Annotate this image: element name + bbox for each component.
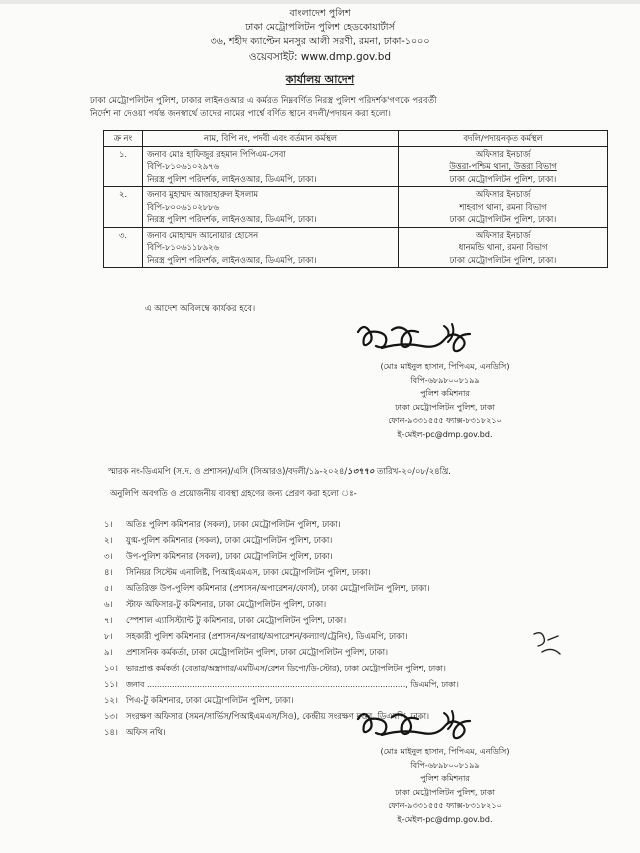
item-text: স্পেশাল এ্যাসিস্ট্যান্ট টু কমিশনার, ঢাকা মেট্রোপলিটন পুলিশ, ঢাকা।	[126, 615, 347, 625]
list-item	[104, 614, 624, 628]
item-text: অতিরিক্ত উপ-পুলিশ কমিশনার (প্রশাসন/অপারেশন/ফোর্স), ঢাকা মেট্রোপলিটন পুলিশ, ঢাকা।	[126, 583, 430, 593]
row-new-post	[399, 187, 608, 228]
signature-image	[352, 705, 482, 747]
new-post-station: ধানমন্ডি থানা, রমনা বিভাগ	[458, 242, 548, 252]
officer-current-post: নিরস্ত্র পুলিশ পরিদর্শক, লাইনওআর, ডিএমপি, ঢাকা।	[147, 214, 317, 224]
transfer-table	[103, 130, 608, 268]
order-title	[0, 71, 640, 90]
signatory-name: (মোঃ মাইনুল হাসান, পিপিএম, এনডিসি)	[380, 362, 510, 371]
header-website: ওয়েবসাইট: www.dmp.gov.bd	[248, 51, 392, 63]
copy-line: অনুলিপি অবগতি ও প্রয়োজনীয় ব্যবস্থা গ্রহণের জন্য প্রেরণ করা হলো ঃ-	[110, 488, 357, 498]
signatory-bp: বিপি-৬৮৯৮০০৮১৯৯	[410, 375, 480, 385]
item-text: যুগ্ম-পুলিশ কমিশনার (সকল), ঢাকা মেট্রোপলিটন পুলিশ, ঢাকা।	[126, 535, 333, 545]
item-number: ২।	[104, 535, 113, 545]
row-sl: ১.	[104, 146, 143, 187]
officer-name: জনাব মুহাম্মদ আজাহারুল ইসলাম	[147, 189, 259, 199]
signatory-email: ই-মেইল-pc@dmp.gov.bd.	[397, 814, 493, 824]
row-officer	[143, 227, 399, 268]
order-intro-line-2: নির্দেশ না দেওয়া পর্যন্ত জনস্বার্থে তাদের নামের পার্শ্বে বর্ণিত স্থানে বদলী/পদায়ন করা হলো।	[90, 109, 391, 119]
header-country-police: বাংলাদেশ পুলিশ	[289, 8, 351, 19]
signature-image	[352, 318, 482, 360]
signatory-designation: পুলিশ কমিশনার	[420, 774, 470, 783]
item-text: ভারপ্রাপ্ত কর্মকর্তা (বেতার/অস্ত্রাগার/এমটিএস/রেশন ডিপো/ডি-স্টোর), ঢাকা মেট্রোপলিটন পুলিশ, ঢাকা।	[126, 664, 446, 673]
list-item	[104, 550, 624, 564]
new-post-org: ঢাকা মেট্রোপলিটন পুলিশ, ঢাকা।	[449, 254, 557, 265]
header-name: নাম, বিপি নং, পদবী এবং বর্তমান কর্মস্থল	[143, 131, 399, 147]
item-text: সহকারী পুলিশ কমিশনার (প্রশাসন/অপরাধ/অপারেশন/কল্যাণ/ট্রেনিং), ডিএমপি, ঢাকা।	[126, 631, 408, 641]
table-row	[104, 187, 608, 228]
list-item	[104, 662, 624, 676]
order-title-text: কার্যালয় আদেশ	[285, 73, 355, 86]
list-item	[104, 678, 624, 692]
row-sl: ৩.	[104, 227, 143, 268]
item-number: ৮।	[104, 631, 113, 641]
list-item	[104, 518, 624, 532]
row-officer	[143, 146, 399, 187]
officer-name: জনাব মোহাম্মদ আনোয়ার হোসেন	[147, 229, 259, 240]
item-number: ৪।	[104, 567, 113, 577]
item-number: ৯।	[104, 647, 113, 657]
new-post-title: অফিসার ইনচার্জ	[475, 189, 531, 199]
header-sl: ক্র নং	[104, 131, 143, 147]
list-item	[104, 598, 624, 612]
header-hq: ঢাকা মেট্রোপলিটন পুলিশ হেডকোয়ার্টার্স	[245, 22, 395, 33]
new-post-org: ঢাকা মেট্রোপলিটন পুলিশ, ঢাকা।	[449, 173, 557, 184]
officer-bp: বিপি-৮১০৬১১৮৯২৬	[147, 242, 219, 252]
item-number: ১।	[104, 519, 113, 529]
new-post-station: শাহবাগ থানা, রমনা বিভাগ	[459, 201, 547, 212]
item-number: ৫।	[104, 583, 113, 593]
signatory-phone: ফোন-৯৩৩১৫৫৫ ফ্যাক্স-৮৩১৮২১০	[388, 416, 502, 425]
table-row	[104, 227, 608, 268]
item-text: সিনিয়র সিস্টেম এনালিষ্ট, পিআইএমএস, ঢাকা মেট্রোপলিটন পুলিশ, ঢাকা।	[126, 567, 371, 577]
item-text: প্রশাসনিক কর্মকর্তা, ঢাকা মেট্রোপলিটন পুলিশ, ঢাকা মেট্রোপলিটন পুলিশ, ঢাকা।	[126, 647, 389, 657]
header-address: ৩৬, শহীদ ক্যাপ্টেন মনসুর আলী সরণী, রমনা, ঢাকা-১০০০	[210, 36, 430, 47]
effective-note: এ আদেশ অবিলম্বে কার্যকর হবে।	[145, 304, 256, 314]
officer-bp: বিপি-৮০০৬১০২৮৮৬	[147, 201, 219, 212]
new-post-title: অফিসার ইনচার্জ	[475, 148, 531, 159]
signatory-designation: পুলিশ কমিশনার	[420, 389, 470, 398]
officer-bp: বিপি-৮১০৬১০২৯৭৬	[147, 161, 219, 171]
new-post-station: উত্তরা-পশ্চিম থানা, উত্তরা বিভাগ	[449, 161, 557, 171]
top-edge-strip	[0, 0, 640, 4]
signatory-org: ঢাকা মেট্রোপলিটন পুলিশ, ঢাকা	[395, 402, 495, 412]
item-text: স্টাফ অফিসার-টু কমিশনার, ঢাকা মেট্রোপলিটন পুলিশ, ঢাকা।	[126, 599, 327, 609]
list-item	[104, 534, 624, 548]
signatory-org: ঢাকা মেট্রোপলিটন পুলিশ, ঢাকা	[395, 787, 495, 797]
row-sl: ২.	[104, 187, 143, 228]
order-intro-line-1: ঢাকা মেট্রোপলিটন পুলিশ, ঢাকার লাইনওআর এ কর্মরত নিম্নবর্ণিত নিরস্ত্র পুলিশ পরিদর্শক'গণকে পরবর্তী	[90, 96, 437, 106]
item-number: ১৩।	[104, 711, 118, 721]
item-text: জনাব ......................................................................................................., ডিএমপি, ঢাকা।	[126, 680, 459, 689]
signatory-phone: ফোন-৯৩৩১৫৫৫ ফ্যাক্স-৮৩১৮২১০	[388, 801, 502, 810]
signature-block-2	[340, 745, 550, 826]
signature-block-1	[340, 360, 550, 441]
item-number: ৭।	[104, 615, 113, 625]
memo-ref-date: তারিখ-২০/০৮/২৪খ্রি.	[374, 466, 451, 476]
signatory-email: ই-মেইল-pc@dmp.gov.bd.	[397, 429, 493, 439]
item-number: ১১।	[104, 679, 118, 689]
item-text: সংরক্ষণ অফিসার (সমন/সার্ভিস/পিআইএমএস/সিও), কেন্দ্রীয় সংরক্ষণ দপ্তর, ডিএমপি, ঢাকা।	[126, 711, 430, 721]
item-number: ১২।	[104, 695, 118, 705]
row-officer	[143, 187, 399, 228]
item-text: উপ-পুলিশ কমিশনার (সকল), ঢাকা মেট্রোপলিটন পুলিশ, ঢাকা।	[126, 551, 333, 561]
item-number: ১০।	[104, 663, 118, 673]
item-text: অতিঃ পুলিশ কমিশনার (সকল), ঢাকা মেট্রোপলিটন পুলিশ, ঢাকা।	[126, 519, 341, 529]
margin-mark	[528, 628, 568, 662]
item-number: ৩।	[104, 551, 113, 561]
memo-ref-prefix: স্মারক নং-ডিএমপি (স.দ. ও প্রশাসন)/এসি (সিআরও)/বদলী/১৯-২০২৪/	[108, 466, 348, 476]
item-number: ৬।	[104, 599, 113, 609]
new-post-title: অফিসার ইনচার্জ	[475, 229, 531, 240]
table-row	[104, 146, 608, 187]
officer-current-post: নিরস্ত্র পুলিশ পরিদর্শক, লাইনওআর, ডিএমপি, ঢাকা।	[147, 254, 317, 265]
memo-ref-number: ১৩৭৭০	[347, 466, 375, 476]
officer-name: জনাব মোঃ হাফিজুর রহমান পিপিএম-সেবা	[147, 148, 286, 159]
item-number: ১৪।	[104, 727, 118, 737]
list-item	[104, 582, 624, 596]
memo-reference	[108, 465, 628, 479]
row-new-post	[399, 146, 608, 187]
new-post-org: ঢাকা মেট্রোপলিটন পুলিশ, ঢাকা।	[449, 214, 557, 224]
table-header-row	[104, 131, 608, 147]
signatory-name: (মোঃ মাইনুল হাসান, পিপিএম, এনডিসি)	[380, 747, 510, 756]
row-new-post	[399, 227, 608, 268]
signatory-bp: বিপি-৬৮৯৮০০৮১৯৯	[410, 760, 480, 770]
item-text: পিএ-টু কমিশনার, ঢাকা মেট্রোপলিটন পুলিশ, ঢাকা।	[126, 695, 294, 705]
officer-current-post: নিরস্ত্র পুলিশ পরিদর্শক, লাইনওআর, ডিএমপি, ঢাকা।	[147, 173, 317, 184]
item-text: অফিস নথি।	[126, 727, 166, 737]
list-item	[104, 566, 624, 580]
header-post: বদলি/পদায়নকৃত কর্মস্থল	[399, 131, 608, 147]
